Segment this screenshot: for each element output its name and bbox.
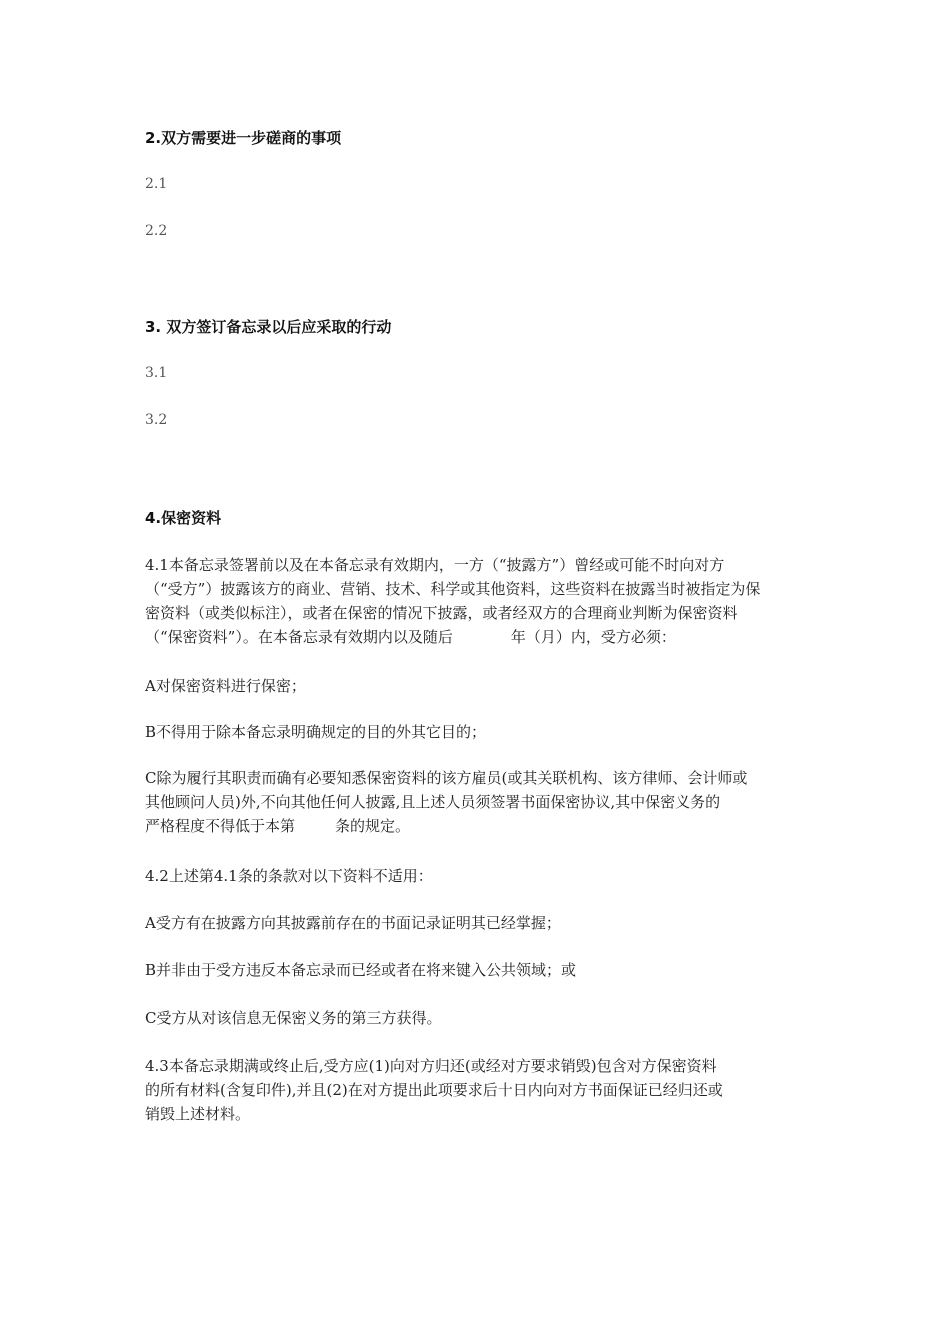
clause-4-3-line: 的所有材料(含复印件),并且(2)在对方提出此项要求后十日内向对方书面保证已经归还或 [145, 1081, 723, 1099]
clause-4-1 [145, 553, 810, 649]
clause-4-1-c-line: C除为履行其职责而确有必要知悉保密资料的该方雇员(或其关联机构、该方律师、会计师或 [145, 769, 748, 787]
item-2-2: 2.2 [145, 223, 168, 239]
clause-4-1-line: （“受方”）披露该方的商业、营销、技术、科学或其他资料，这些资料在披露当时被指定为保 [145, 580, 761, 598]
item-3-2: 3.2 [145, 412, 168, 428]
clause-4-1-c-text: 条的规定。 [335, 817, 411, 835]
item-3-1: 3.1 [145, 365, 168, 381]
clause-4-2-c: C受方从对该信息无保密义务的第三方获得。 [145, 1009, 442, 1027]
clause-4-3-line: 4.3本备忘录期满或终止后,受方应(1)向对方归还(或经对方要求销毁)包含对方保密资料 [145, 1057, 717, 1075]
clause-4-1-c [145, 766, 810, 838]
section-4-heading: 4.保密资料 [145, 509, 222, 527]
clause-4-3-line: 销毁上述材料。 [145, 1105, 251, 1123]
clause-4-3 [145, 1054, 810, 1126]
clause-4-1-b: B不得用于除本备忘录明确规定的目的外其它目的； [145, 723, 487, 741]
clause-4-2-a: A受方有在披露方向其披露前存在的书面记录证明其已经掌握； [145, 914, 561, 932]
clause-4-2: 4.2上述第4.1条的条款对以下资料不适用： [145, 867, 433, 885]
clause-4-1-text: （“保密资料”）。在本备忘录有效期内以及随后 [145, 628, 453, 646]
clause-4-1-a: A对保密资料进行保密； [145, 677, 306, 695]
clause-4-1-c-line [145, 814, 810, 838]
clause-4-1-line: 密资料（或类似标注），或者在保密的情况下披露，或者经双方的合理商业判断为保密资料 [145, 604, 738, 622]
clause-4-1-c-line: 其他顾问人员)外,不向其他任何人披露,且上述人员须签署书面保密协议,其中保密义务的 [145, 793, 721, 811]
clause-4-1-line: 4.1本备忘录签署前以及在本备忘录有效期内，一方（“披露方”）曾经或可能不时向对方 [145, 556, 725, 574]
section-2-heading: 2.双方需要进一步磋商的事项 [145, 129, 342, 147]
section-3-heading: 3. 双方签订备忘录以后应采取的行动 [145, 318, 392, 336]
item-2-1: 2.1 [145, 176, 168, 192]
clause-4-1-line [145, 625, 810, 649]
clause-4-2-b: B并非由于受方违反本备忘录而已经或者在将来键入公共领域；或 [145, 961, 577, 979]
clause-4-1-text: 年（月）内，受方必须： [510, 628, 676, 646]
clause-4-1-c-text: 严格程度不得低于本第 [145, 817, 296, 835]
